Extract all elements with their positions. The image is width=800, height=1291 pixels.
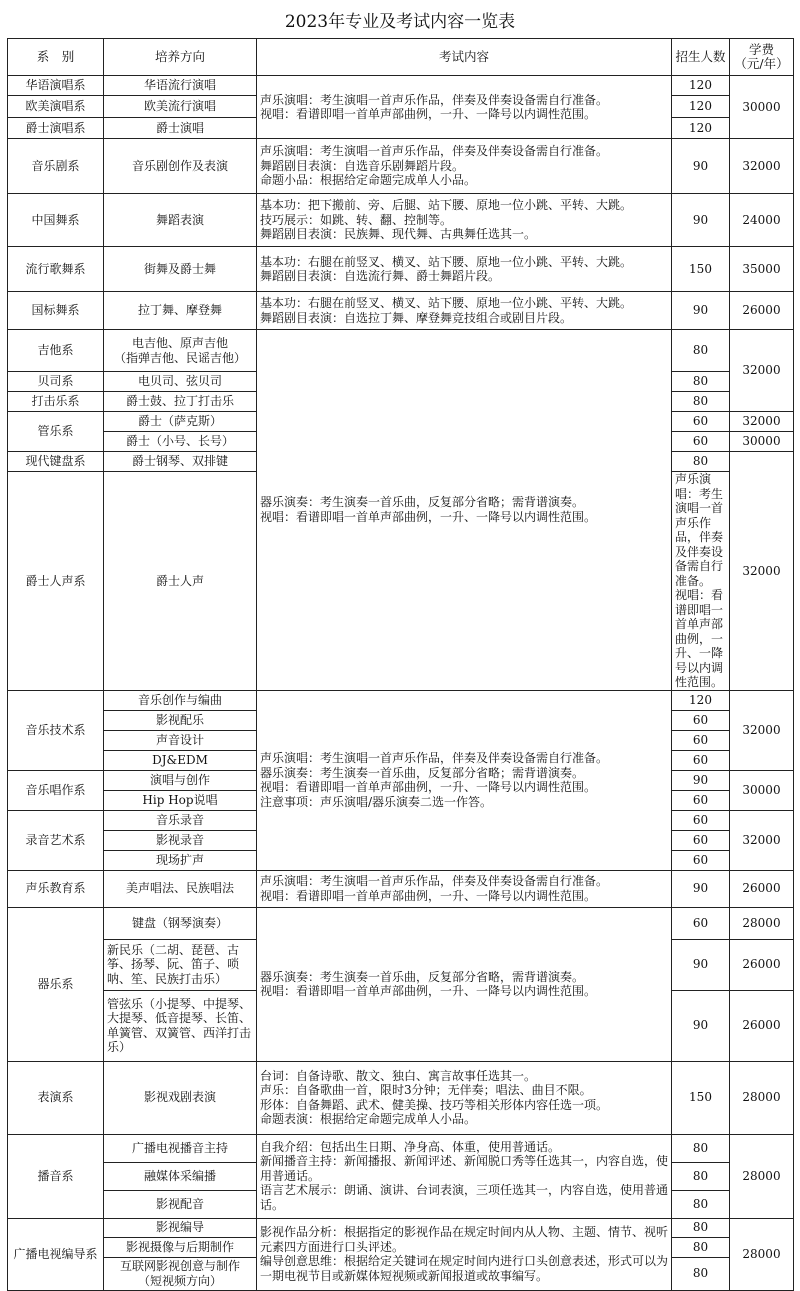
content-cell: 声乐演唱：考生演唱一首声乐作品，伴奏及伴奏设备需自行准备。 器乐演奏：考生演奏一首乐曲，反复部分省略；需背谱演奏。 视唱：看谱即唱一首单声部曲例，一升、一降号以内调性范围。 注意事项：声乐演唱/器乐演奏二选一作答。: [257, 690, 672, 870]
direction-cell: 影视配乐: [104, 710, 257, 730]
quota-cell: 80: [672, 330, 730, 372]
content-cell: 声乐演唱：考生演唱一首声乐作品，伴奏及伴奏设备需自行准备。 舞蹈剧目表演：自选音乐剧舞蹈片段。 命题小品：根据给定命题完成单人小品。: [257, 139, 672, 194]
content-cell: 器乐演奏：考生演奏一首乐曲，反复部分省略，需背谱演奏。 视唱：看谱即唱一首单声部曲例，一升、一降号以内调性范围。: [257, 907, 672, 1061]
quota-cell: 60: [672, 810, 730, 830]
header-quota: 招生人数: [672, 39, 730, 76]
direction-cell: 融媒体采编播: [104, 1162, 257, 1190]
quota-cell: 80: [672, 372, 730, 392]
direction-cell: 爵士（小号、长号）: [104, 432, 257, 452]
direction-cell: 音乐录音: [104, 810, 257, 830]
quota-cell: 60: [672, 830, 730, 850]
quota-cell: 60: [672, 790, 730, 810]
quota-cell: 90: [672, 139, 730, 194]
fee-cell: 24000: [730, 194, 794, 247]
quota-cell: 90: [672, 770, 730, 790]
quota-cell: 80: [672, 1134, 730, 1162]
fee-cell: 28000: [730, 1061, 794, 1134]
direction-cell: 电吉他、原声吉他 （指弹吉他、民谣吉他）: [104, 330, 257, 372]
content-cell: 基本功：右腿在前竖叉、横叉、站下腰、原地一位小跳、平转、大跳。 舞蹈剧目表演：自选拉丁舞、摩登舞竞技组合或剧目片段。: [257, 292, 672, 330]
fee-cell: 26000: [730, 292, 794, 330]
direction-cell: 管弦乐（小提琴、中提琴、大提琴、低音提琴、长笛、单簧管、双簧管、西洋打击乐）: [104, 990, 257, 1061]
direction-cell: 华语流行演唱: [104, 76, 257, 96]
content-cell: 声乐演唱：考生演唱一首声乐作品，伴奏及伴奏设备需自行准备。 视唱：看谱即唱一首单声部曲例，一升、一降号以内调性范围。: [672, 472, 730, 691]
dept-cell: 音乐唱作系: [8, 770, 104, 810]
header-fee: 学费 （元/年）: [730, 39, 794, 76]
quota-cell: 150: [672, 1061, 730, 1134]
header-direction: 培养方向: [104, 39, 257, 76]
dept-cell: 现代键盘系: [8, 452, 104, 472]
fee-cell: 35000: [730, 247, 794, 292]
dept-cell: 吉他系: [8, 330, 104, 372]
direction-cell: Hip Hop说唱: [104, 790, 257, 810]
direction-cell: 广播电视播音主持: [104, 1134, 257, 1162]
fee-cell: 28000: [730, 1218, 794, 1290]
direction-cell: 演唱与创作: [104, 770, 257, 790]
quota-cell: 90: [672, 990, 730, 1061]
quota-cell: 80: [672, 1237, 730, 1257]
dept-cell: 器乐系: [8, 907, 104, 1061]
direction-cell: 美声唱法、民族唱法: [104, 870, 257, 907]
fee-cell: 30000: [730, 770, 794, 810]
dept-cell: 广播电视编导系: [8, 1218, 104, 1290]
header-dept: 系 别: [8, 39, 104, 76]
direction-cell: 现场扩声: [104, 850, 257, 870]
quota-cell: 120: [672, 690, 730, 710]
dept-cell: 国标舞系: [8, 292, 104, 330]
dept-cell: 表演系: [8, 1061, 104, 1134]
dept-cell: 流行歌舞系: [8, 247, 104, 292]
fee-cell: 32000: [730, 412, 794, 432]
fee-cell: 26000: [730, 990, 794, 1061]
fee-cell: 32000: [730, 690, 794, 770]
direction-cell: 舞蹈表演: [104, 194, 257, 247]
fee-cell: 26000: [730, 870, 794, 907]
quota-cell: 60: [672, 412, 730, 432]
direction-cell: 影视编导: [104, 1218, 257, 1237]
direction-cell: 影视摄像与后期制作: [104, 1237, 257, 1257]
quota-cell: 60: [672, 710, 730, 730]
dept-cell: 播音系: [8, 1134, 104, 1218]
header-content: 考试内容: [257, 39, 672, 76]
direction-cell: 影视录音: [104, 830, 257, 850]
content-cell: 台词：自备诗歌、散文、独白、寓言故事任选其一。 声乐：自备歌曲一首，限时3分钟；无伴奏；唱法、曲目不限。 形体：自备舞蹈、武术、健美操、技巧等相关形体内容任选一项。 命题表演：根据给定命题完成单人小品。: [257, 1061, 672, 1134]
direction-cell: 拉丁舞、摩登舞: [104, 292, 257, 330]
fee-cell: 32000: [730, 330, 794, 412]
fee-cell: 32000: [730, 452, 794, 691]
direction-cell: 影视戏剧表演: [104, 1061, 257, 1134]
quota-cell: 90: [672, 870, 730, 907]
dept-cell: 音乐技术系: [8, 690, 104, 770]
quota-cell: 120: [672, 96, 730, 118]
direction-cell: 爵士鼓、拉丁打击乐: [104, 392, 257, 412]
direction-cell: 欧美流行演唱: [104, 96, 257, 118]
dept-cell: 声乐教育系: [8, 870, 104, 907]
quota-cell: 80: [672, 1218, 730, 1237]
quota-cell: 120: [672, 118, 730, 139]
quota-cell: 150: [672, 247, 730, 292]
dept-cell: 贝司系: [8, 372, 104, 392]
fee-cell: 28000: [730, 1134, 794, 1218]
fee-cell: 32000: [730, 139, 794, 194]
direction-cell: 互联网影视创意与制作 （短视频方向）: [104, 1257, 257, 1290]
content-cell: 基本功：右腿在前竖叉、横叉、站下腰、原地一位小跳、平转、大跳。 舞蹈剧目表演：自选流行舞、爵士舞蹈片段。: [257, 247, 672, 292]
quota-cell: 60: [672, 850, 730, 870]
direction-cell: DJ&EDM: [104, 750, 257, 770]
direction-cell: 街舞及爵士舞: [104, 247, 257, 292]
quota-cell: 90: [672, 194, 730, 247]
content-cell: 自我介绍：包括出生日期、净身高、体重，使用普通话。 新闻播音主持：新闻播报、新闻评述、新闻脱口秀等任选其一，内容自选，使用普通话。 语言艺术展示：朗诵、演讲、台词表演，三项任选其一，内容自选，使用普通话。: [257, 1134, 672, 1218]
dept-cell: 爵士演唱系: [8, 118, 104, 139]
direction-cell: 爵士人声: [104, 472, 257, 691]
quota-cell: 80: [672, 452, 730, 472]
dept-cell: 爵士人声系: [8, 472, 104, 691]
quota-cell: 90: [672, 292, 730, 330]
dept-cell: 录音艺术系: [8, 810, 104, 870]
dept-cell: 音乐剧系: [8, 139, 104, 194]
content-cell: 器乐演奏：考生演奏一首乐曲，反复部分省略；需背谱演奏。 视唱：看谱即唱一首单声部曲例，一升、一降号以内调性范围。: [257, 330, 672, 691]
dept-cell: 管乐系: [8, 412, 104, 452]
dept-cell: 中国舞系: [8, 194, 104, 247]
content-cell: 声乐演唱：考生演唱一首声乐作品，伴奏及伴奏设备需自行准备。 视唱：看谱即唱一首单声部曲例，一升、一降号以内调性范围。: [257, 870, 672, 907]
page-title: 2023年专业及考试内容一览表: [284, 12, 516, 32]
direction-cell: 键盘（钢琴演奏）: [104, 907, 257, 939]
fee-cell: 26000: [730, 939, 794, 990]
direction-cell: 电贝司、弦贝司: [104, 372, 257, 392]
content-cell: 声乐演唱：考生演唱一首声乐作品，伴奏及伴奏设备需自行准备。 视唱：看谱即唱一首单声部曲例，一升、一降号以内调性范围。: [257, 76, 672, 139]
quota-cell: 60: [672, 432, 730, 452]
dept-cell: 打击乐系: [8, 392, 104, 412]
direction-cell: 新民乐（二胡、琵琶、古筝、扬琴、阮、笛子、唢呐、笙、民族打击乐）: [104, 939, 257, 990]
dept-cell: 华语演唱系: [8, 76, 104, 96]
quota-cell: 60: [672, 750, 730, 770]
direction-cell: 爵士钢琴、双排键: [104, 452, 257, 472]
fee-cell: 28000: [730, 907, 794, 939]
fee-cell: 30000: [730, 76, 794, 139]
quota-cell: 80: [672, 1190, 730, 1218]
fee-cell: 30000: [730, 432, 794, 452]
dept-cell: 欧美演唱系: [8, 96, 104, 118]
content-cell: 影视作品分析：根据指定的影视作品在规定时间内从人物、主题、情节、视听元素四方面进行口头评述。 编导创意思维：根据给定关键词在规定时间内进行口头创意表述，形式可以为一期电视节目或新媒体短视频或新闻报道或故事编写。: [257, 1218, 672, 1290]
quota-cell: 120: [672, 76, 730, 96]
direction-cell: 爵士（萨克斯）: [104, 412, 257, 432]
fee-cell: 32000: [730, 810, 794, 870]
content-cell: 基本功：把下搬前、旁、后腿、站下腰、原地一位小跳、平转、大跳。 技巧展示：如跳、转、翻、控制等。 舞蹈剧目表演：民族舞、现代舞、古典舞任选其一。: [257, 194, 672, 247]
direction-cell: 影视配音: [104, 1190, 257, 1218]
direction-cell: 音乐剧创作及表演: [104, 139, 257, 194]
quota-cell: 80: [672, 1162, 730, 1190]
quota-cell: 80: [672, 392, 730, 412]
quota-cell: 90: [672, 939, 730, 990]
quota-cell: 60: [672, 907, 730, 939]
direction-cell: 声音设计: [104, 730, 257, 750]
direction-cell: 爵士演唱: [104, 118, 257, 139]
exam-table: [7, 38, 794, 1291]
quota-cell: 60: [672, 730, 730, 750]
direction-cell: 音乐创作与编曲: [104, 690, 257, 710]
quota-cell: 80: [672, 1257, 730, 1290]
